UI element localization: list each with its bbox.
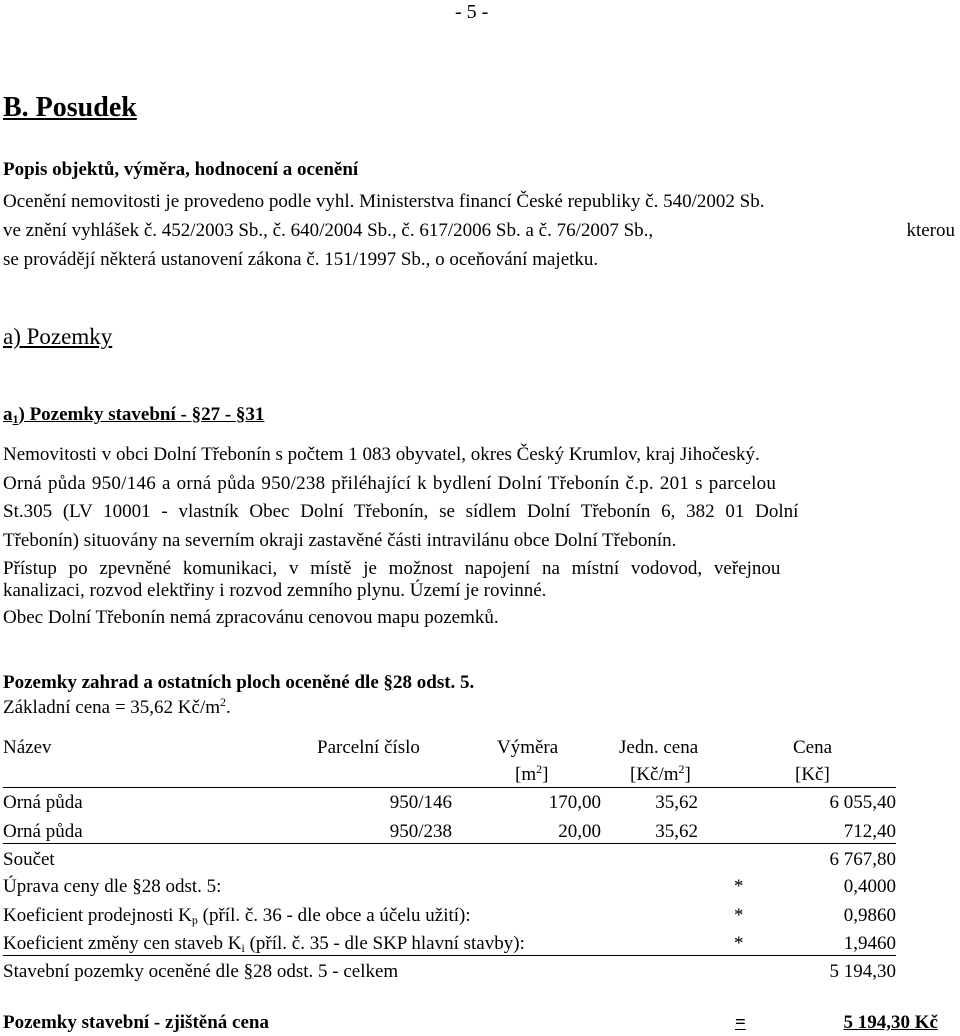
- a1-rest: ) Pozemky stavební -: [18, 404, 192, 425]
- area-unit-a: [m: [515, 764, 537, 785]
- col-header-unit-price-unit: [630, 762, 691, 785]
- adjustment-1-op: *: [734, 876, 744, 897]
- table-header-rule: [3, 787, 896, 788]
- adj1-para: 28: [141, 876, 161, 897]
- intro-line-3: se provádějí některá ustanovení zákona č. 151/1997 Sb., o oceňování majetku.: [3, 249, 599, 270]
- total-a: Stavební pozemky oceněné dle: [3, 961, 244, 982]
- adjustment-1-label: [3, 877, 221, 896]
- final-value: 5 194,30 Kč: [843, 1012, 938, 1033]
- area-unit-b: ]: [542, 764, 549, 785]
- col-header-name: Název: [3, 737, 52, 758]
- row-name: Orná půda: [3, 792, 83, 813]
- desc-line-1: Nemovitosti v obci Dolní Třebonín s počtem 1 083 obyvatel, okres Český Krumlov, kraj Jihočeský.: [3, 444, 760, 465]
- row-parcel: 950/146: [389, 792, 452, 813]
- row-price: 6 055,40: [829, 792, 896, 813]
- valuation-title-b: odst. 5.: [412, 672, 475, 693]
- col-header-unit-price: Jedn. cena: [619, 737, 699, 758]
- desc-line-3: [3, 502, 955, 521]
- unit-price-unit-a: [Kč/m: [630, 764, 679, 785]
- a1-para1: 27: [201, 404, 221, 425]
- col-header-price: Cena: [793, 737, 833, 758]
- unit-price-unit-sup: 2: [678, 762, 685, 776]
- section-heading: B. Posudek: [3, 92, 137, 123]
- valuation-title-a: Pozemky zahrad a ostatních ploch oceněné dle: [3, 672, 384, 693]
- area-unit-sup: 2: [536, 762, 543, 776]
- intro-line-2: [3, 221, 955, 240]
- total-b: odst. 5 - celkem: [272, 961, 399, 982]
- intro-line-2-end: kterou: [906, 220, 955, 241]
- desc-line-6: kanalizaci, rozvod elektřiny i rozvod zemního plynu. Území je rovinné.: [3, 580, 547, 601]
- desc-line-5: [3, 559, 955, 578]
- row-area: 170,00: [548, 792, 601, 813]
- valuation-title-para: 28: [393, 672, 413, 693]
- col-header-price-unit: [Kč]: [795, 764, 830, 785]
- total-label: [3, 962, 398, 981]
- desc-line-3-text: St.305 (LV 10001 - vlastník Obec Dolní Třebonín, se sídlem Dolní Třebonín 6, 382 01 Dolní: [3, 501, 799, 522]
- final-eq: =: [735, 1012, 746, 1033]
- adjustment-1-value: 0,4000: [843, 876, 896, 897]
- row-area: 20,00: [558, 821, 601, 842]
- valuation-title: [3, 673, 474, 692]
- adjustment-3-value: 1,9460: [843, 933, 896, 954]
- desc-line-2: [3, 474, 955, 493]
- adjustment-rule: [3, 955, 896, 956]
- a1-mid: -: [220, 404, 236, 425]
- paragraph-sign: §: [132, 876, 142, 897]
- base-price-sup: 2: [220, 695, 227, 709]
- adj3-b: (příl. č. 35 - dle SKP hlavní stavby):: [244, 933, 525, 954]
- row-name: Orná půda: [3, 821, 83, 842]
- col-header-area-unit: [515, 762, 549, 785]
- row-unit-price: 35,62: [655, 821, 698, 842]
- adjustment-3-op: *: [734, 933, 744, 954]
- col-header-area: Výměra: [497, 737, 559, 758]
- paragraph-sign: §: [235, 404, 246, 425]
- unit-price-unit-b: ]: [684, 764, 691, 785]
- desc-line-7: Obec Dolní Třebonín nemá zpracovánu cenovou mapu pozemků.: [3, 607, 499, 628]
- adj1-a: Úprava ceny dle: [3, 876, 133, 897]
- adjustment-3-label: [3, 934, 525, 953]
- base-price: [3, 695, 231, 718]
- a1-prefix: a: [3, 404, 13, 425]
- adjustment-2-value: 0,9860: [843, 905, 896, 926]
- adjustment-2-op: *: [734, 905, 744, 926]
- final-label: Pozemky stavební - zjištěná cena: [3, 1012, 269, 1033]
- paragraph-sign: §: [191, 404, 202, 425]
- row-unit-price: 35,62: [655, 792, 698, 813]
- adj2-a: Koeficient prodejnosti K: [3, 905, 192, 926]
- row-price: 712,40: [843, 821, 896, 842]
- intro-line-1: Ocenění nemovitosti je provedeno podle vyhl. Ministerstva financí České republiky č. 540/2002 Sb.: [3, 191, 765, 212]
- paragraph-sign: §: [243, 961, 254, 982]
- intro-line-2-main: ve znění vyhlášek č. 452/2003 Sb., č. 640/2004 Sb., č. 617/2006 Sb. a č. 76/2007 Sb.,: [3, 220, 654, 241]
- row-rule: [3, 843, 896, 844]
- adj2-sub: p: [191, 913, 198, 927]
- adjustment-2-label: [3, 906, 471, 925]
- base-price-a: Základní cena = 35,62 Kč/m: [3, 697, 221, 718]
- total-para: 28: [253, 961, 273, 982]
- subheading: Popis objektů, výměra, hodnocení a ocenění: [3, 159, 359, 180]
- row-parcel: 950/238: [389, 821, 452, 842]
- sum-value: 6 767,80: [829, 849, 896, 870]
- paragraph-sign: §: [383, 672, 394, 693]
- desc-line-5-text: Přístup po zpevněné komunikaci, v místě je možnost napojení na místní vodovod, veřejnou: [3, 558, 781, 579]
- desc-line-4: Třebonín) situovány na severním okraji zastavěné části intravilánu obce Dolní Třebonín.: [3, 530, 677, 551]
- col-header-parcel: Parcelní číslo: [317, 737, 420, 758]
- section-a-heading: a) Pozemky: [3, 324, 113, 349]
- desc-line-2-text: Orná půda 950/146 a orná půda 950/238 přiléhající k bydlení Dolní Třebonín č.p. 201 s parcelou: [3, 473, 777, 494]
- a1-sub: 1: [12, 412, 19, 426]
- a1-para2: 31: [245, 404, 265, 425]
- adj3-sub: i: [241, 941, 245, 955]
- adj2-b: (příl. č. 36 - dle obce a účelu užití):: [197, 905, 471, 926]
- adj3-a: Koeficient změny cen staveb K: [3, 933, 242, 954]
- page-number: - 5 -: [455, 1, 489, 23]
- sum-label: Součet: [3, 849, 55, 870]
- adj1-b: odst. 5:: [160, 876, 222, 897]
- base-price-b: .: [226, 697, 231, 718]
- section-a1-heading: [3, 405, 264, 424]
- total-value: 5 194,30: [829, 961, 896, 982]
